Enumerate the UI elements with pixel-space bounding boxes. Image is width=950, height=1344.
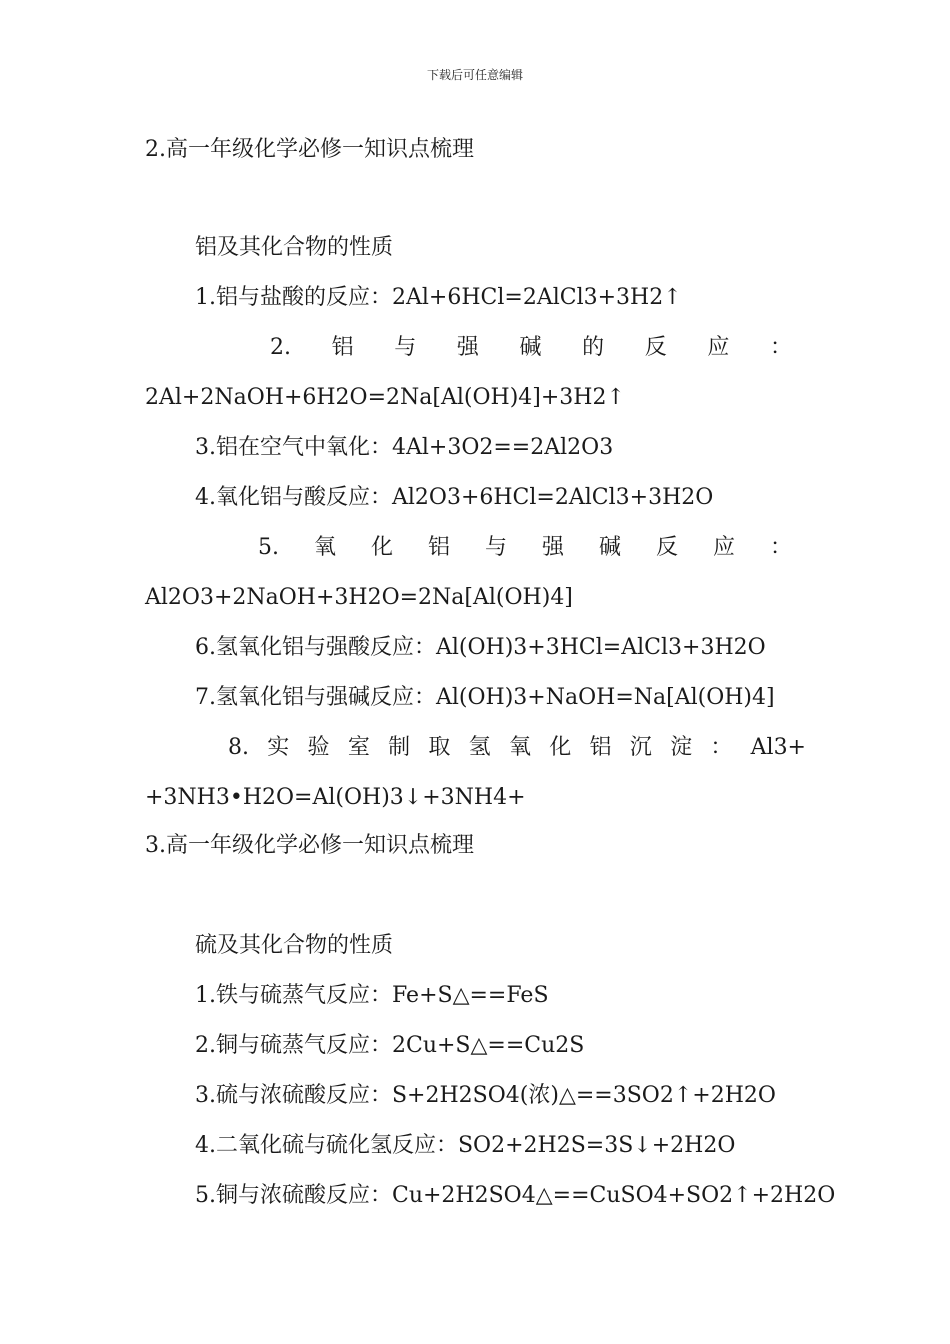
reaction-2-equation: 2Al+2NaOH+6H2O=2Na[Al(OH)4]+3H2↑ xyxy=(145,385,625,410)
word: 铝 xyxy=(331,335,354,360)
section-3-subtitle: 硫及其化合物的性质 xyxy=(195,933,394,958)
sulfur-reaction-5: 5.铜与浓硫酸反应：Cu+2H2SO4△==CuSO4+SO2↑+2H2O xyxy=(195,1183,836,1208)
word: ： xyxy=(769,335,792,360)
reaction-6: 6.氢氧化铝与强酸反应：Al(OH)3+3HCl=AlCl3+3H2O xyxy=(195,635,766,660)
word: 碱 xyxy=(598,535,621,560)
word: 验 xyxy=(307,735,330,760)
reaction-8-equation: +3NH3•H2O=Al(OH)3↓+3NH4+ xyxy=(145,785,526,810)
word: ： xyxy=(769,535,792,560)
reaction-7: 7.氢氧化铝与强碱反应：Al(OH)3+NaOH=Na[Al(OH)4] xyxy=(195,685,775,710)
word: 8. xyxy=(228,735,249,760)
word: 取 xyxy=(428,735,451,760)
page-header: 下载后可任意编辑 xyxy=(426,68,523,82)
reaction-5-equation: Al2O3+2NaOH+3H2O=2Na[Al(OH)4] xyxy=(145,585,573,610)
word: 制 xyxy=(388,735,411,760)
sulfur-reaction-4: 4.二氧化硫与硫化氢反应：SO2+2H2S=3S↓+2H2O xyxy=(195,1133,736,1158)
reaction-2-heading xyxy=(270,334,792,362)
word: 铝 xyxy=(589,735,612,760)
reaction-8-heading xyxy=(228,734,806,762)
section-2-subtitle: 铝及其化合物的性质 xyxy=(195,235,394,260)
section-3-title: 3.高一年级化学必修一知识点梳理 xyxy=(145,833,474,858)
word: 化 xyxy=(370,535,393,560)
section-2-title: 2.高一年级化学必修一知识点梳理 xyxy=(145,137,474,162)
sulfur-reaction-1: 1.铁与硫蒸气反应：Fe+S△==FeS xyxy=(195,983,549,1008)
word: 应 xyxy=(707,335,730,360)
word: 2. xyxy=(270,335,291,360)
word: 的 xyxy=(582,335,605,360)
word: 5. xyxy=(258,535,279,560)
word: 强 xyxy=(456,335,479,360)
word: 与 xyxy=(484,535,507,560)
word: 氧 xyxy=(313,535,336,560)
word: 氧 xyxy=(508,735,531,760)
reaction-1: 1.铝与盐酸的反应：2Al+6HCl=2AlCl3+3H2↑ xyxy=(195,285,682,310)
reaction-4: 4.氧化铝与酸反应：Al2O3+6HCl=2AlCl3+3H2O xyxy=(195,485,714,510)
word: 与 xyxy=(394,335,417,360)
word: 应 xyxy=(712,535,735,560)
reaction-3: 3.铝在空气中氧化：4Al+3O2==2Al2O3 xyxy=(195,435,614,460)
word: 化 xyxy=(549,735,572,760)
word: 反 xyxy=(644,335,667,360)
word: 碱 xyxy=(519,335,542,360)
word: 氢 xyxy=(468,735,491,760)
word: 反 xyxy=(655,535,678,560)
reaction-5-heading xyxy=(258,534,792,562)
word: ： xyxy=(710,735,733,760)
word: 室 xyxy=(347,735,370,760)
sulfur-reaction-3: 3.硫与浓硫酸反应：S+2H2SO4(浓)△==3SO2↑+2H2O xyxy=(195,1083,776,1108)
word: 实 xyxy=(267,735,290,760)
word: 沉 xyxy=(629,735,652,760)
word: Al3+ xyxy=(750,735,806,760)
word: 强 xyxy=(541,535,564,560)
word: 铝 xyxy=(427,535,450,560)
sulfur-reaction-2: 2.铜与硫蒸气反应：2Cu+S△==Cu2S xyxy=(195,1033,585,1058)
word: 淀 xyxy=(670,735,693,760)
